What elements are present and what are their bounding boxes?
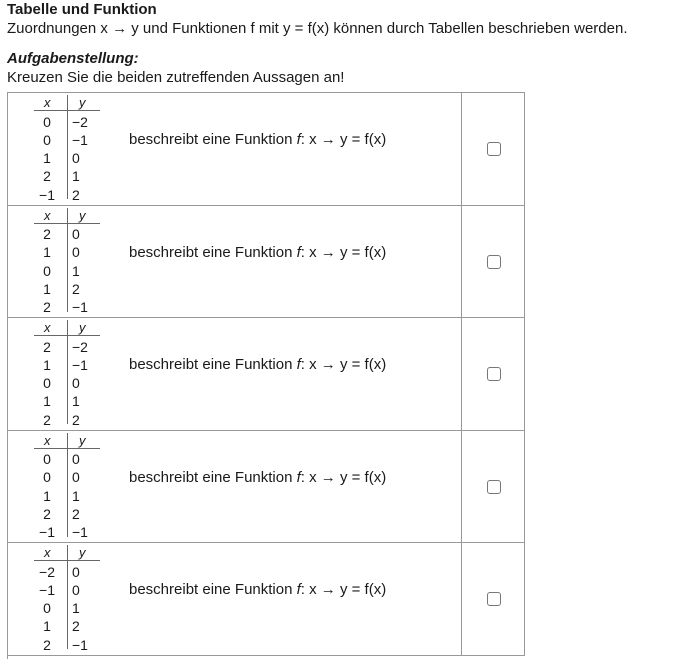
x-value: 0 <box>43 451 51 468</box>
table-column-divider <box>67 433 68 537</box>
table-column-divider <box>67 208 68 312</box>
x-value: 2 <box>43 299 51 316</box>
answer-grid <box>7 92 525 659</box>
task-heading: Aufgabenstellung: <box>7 50 139 67</box>
x-value: 2 <box>43 636 51 653</box>
checkbox-cell <box>462 206 525 318</box>
statement-prefix: beschreibt eine Funktion <box>129 356 293 374</box>
y-value: 0 <box>72 244 80 261</box>
statement-cell <box>8 543 462 655</box>
statement-cell <box>8 93 462 205</box>
statement-colon: : <box>300 243 305 261</box>
answer-row <box>8 93 525 206</box>
y-value: 1 <box>72 262 80 279</box>
y-column-header: y <box>79 207 86 223</box>
table-column-divider <box>67 95 68 199</box>
y-value: 1 <box>72 393 80 410</box>
x-value: 1 <box>43 244 51 261</box>
statement-colon: : <box>300 356 305 374</box>
y-value: −1 <box>72 299 88 316</box>
statement-prefix: beschreibt eine Funktion <box>129 581 293 599</box>
x-value: 0 <box>43 113 51 130</box>
mapping-expression: x → y = f(x) <box>309 581 387 599</box>
statement-cell <box>8 206 462 318</box>
answer-row <box>8 431 525 544</box>
checkbox-cell <box>462 93 525 205</box>
x-value: 0 <box>43 262 51 279</box>
y-value: −1 <box>72 131 88 148</box>
x-value: 2 <box>43 411 51 428</box>
statement-prefix: beschreibt eine Funktion <box>129 131 293 148</box>
statement-prefix: beschreibt eine Funktion <box>129 243 293 261</box>
x-value: 0 <box>43 131 51 148</box>
y-value: 0 <box>72 563 80 580</box>
x-value: 1 <box>43 618 51 635</box>
y-value: −1 <box>72 524 88 541</box>
y-value: 0 <box>72 375 80 392</box>
x-value: 0 <box>43 600 51 617</box>
answer-checkbox[interactable] <box>487 480 501 494</box>
statement-text <box>129 244 386 261</box>
y-value: −2 <box>72 338 88 355</box>
x-value: 2 <box>43 168 51 184</box>
x-value: −1 <box>39 186 55 203</box>
x-value: 1 <box>43 356 51 373</box>
exercise-title: Tabelle und Funktion <box>7 1 157 18</box>
y-column-header: y <box>79 545 86 561</box>
table-column-divider <box>67 545 68 649</box>
answer-row <box>8 318 525 431</box>
y-value: 1 <box>72 600 80 617</box>
y-column-header: y <box>79 95 86 110</box>
x-column-header: x <box>44 545 51 561</box>
x-value: 0 <box>43 469 51 486</box>
y-value: −2 <box>72 113 88 130</box>
answer-row <box>8 543 525 656</box>
y-value: 0 <box>72 581 80 598</box>
y-value: 2 <box>72 618 80 635</box>
mapping-expression: x → y = f(x) <box>309 468 387 486</box>
x-value: 2 <box>43 226 51 243</box>
x-value: 1 <box>43 280 51 297</box>
y-value: 2 <box>72 505 80 522</box>
checkbox-cell <box>462 318 525 430</box>
y-value: 0 <box>72 469 80 486</box>
answer-checkbox[interactable] <box>487 255 501 269</box>
y-column-header: y <box>79 320 86 336</box>
x-value: 1 <box>43 487 51 504</box>
task-instruction: Kreuzen Sie die beiden zutreffenden Aussagen an! <box>7 69 345 86</box>
x-value: 1 <box>43 393 51 410</box>
y-value: 0 <box>72 451 80 468</box>
y-column-header: y <box>79 432 86 448</box>
checkbox-cell <box>462 431 525 543</box>
y-value: 0 <box>72 226 80 243</box>
y-value: −1 <box>72 356 88 373</box>
mapping-expression: x → y = f(x) <box>309 243 387 261</box>
function-symbol: f <box>296 131 301 148</box>
statement-text <box>129 581 386 598</box>
answer-checkbox[interactable] <box>487 592 501 606</box>
y-value: 1 <box>72 487 80 504</box>
x-column-header: x <box>44 320 51 336</box>
answer-row <box>8 206 525 319</box>
y-value: 0 <box>72 150 80 166</box>
answer-checkbox[interactable] <box>487 367 501 381</box>
x-value: −1 <box>39 524 55 541</box>
x-value: 2 <box>43 338 51 355</box>
statement-text <box>129 131 386 148</box>
x-value: −1 <box>39 581 55 598</box>
y-value: 2 <box>72 280 80 297</box>
function-symbol: f <box>296 356 301 374</box>
statement-prefix: beschreibt eine Funktion <box>129 468 293 486</box>
x-column-header: x <box>44 207 51 223</box>
statement-cell <box>8 318 462 430</box>
x-value: 1 <box>43 150 51 166</box>
table-column-divider <box>67 320 68 424</box>
y-value: 2 <box>72 411 80 428</box>
statement-text <box>129 356 386 373</box>
statement-colon: : <box>300 468 305 486</box>
function-symbol: f <box>296 468 301 486</box>
statement-cell <box>8 431 462 543</box>
x-column-header: x <box>44 432 51 448</box>
statement-colon: : <box>300 581 305 599</box>
x-value: −2 <box>39 563 55 580</box>
x-column-header: x <box>44 95 51 110</box>
mapping-expression: x → y = f(x) <box>309 356 387 374</box>
checkbox-cell <box>462 543 525 655</box>
function-symbol: f <box>296 581 301 599</box>
function-symbol: f <box>296 243 301 261</box>
x-value: 0 <box>43 375 51 392</box>
y-value: −1 <box>72 636 88 653</box>
y-value: 1 <box>72 168 80 184</box>
y-value: 2 <box>72 186 80 203</box>
statement-colon: : <box>300 131 305 148</box>
exercise-intro: Zuordnungen x → y und Funktionen f mit y = f(x) können durch Tabellen beschrieben werden. <box>7 20 628 37</box>
x-value: 2 <box>43 505 51 522</box>
answer-checkbox[interactable] <box>487 142 501 156</box>
statement-text <box>129 469 386 486</box>
mapping-expression: x → y = f(x) <box>309 131 387 148</box>
